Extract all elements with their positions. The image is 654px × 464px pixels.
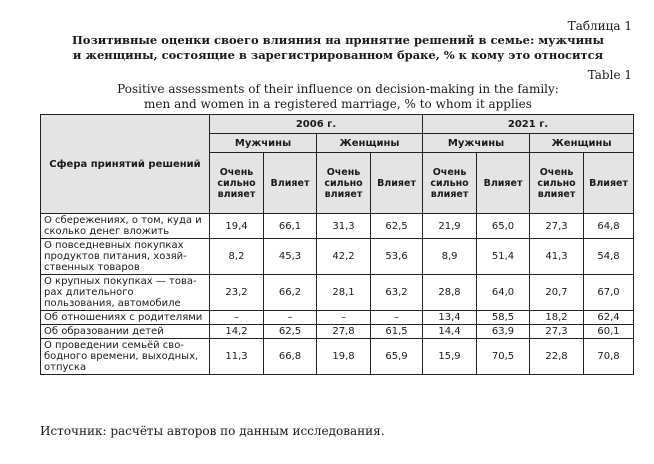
table-cell: 65,9	[371, 339, 423, 375]
title-en-line-2: men and women in a registered marriage, % to whom it applies	[144, 97, 532, 111]
table-cell: 8,2	[210, 239, 264, 275]
table-row	[41, 239, 634, 275]
table-cell: 51,4	[477, 239, 530, 275]
table-cell: 20,7	[530, 275, 584, 311]
table-row	[41, 325, 634, 339]
table-row	[41, 311, 634, 325]
table-title-ru	[36, 33, 640, 63]
table-cell: 62,4	[584, 311, 634, 325]
table-cell: –	[264, 311, 317, 325]
header-women-2006: Женщины	[317, 134, 423, 153]
table-cell: 27,3	[530, 325, 584, 339]
table-cell: 45,3	[264, 239, 317, 275]
table-cell: 41,3	[530, 239, 584, 275]
header-influences: Влияет	[584, 153, 634, 214]
table-label-en: Table 1	[587, 68, 632, 82]
header-very-strong: Очень сильно влияет	[210, 153, 264, 214]
table-cell: 13,4	[423, 311, 477, 325]
table-cell: 14,2	[210, 325, 264, 339]
table-row	[41, 275, 634, 311]
table-cell: –	[371, 311, 423, 325]
table-cell: –	[210, 311, 264, 325]
data-table	[40, 114, 634, 375]
header-influences: Влияет	[477, 153, 530, 214]
table-cell: 62,5	[371, 214, 423, 239]
table-cell: 15,9	[423, 339, 477, 375]
table-cell: 66,2	[264, 275, 317, 311]
table-cell: 42,2	[317, 239, 371, 275]
header-very-strong: Очень сильно влияет	[317, 153, 371, 214]
table-cell: 64,8	[584, 214, 634, 239]
row-label: О сбережениях, о том, куда и сколько денег вложить	[41, 214, 210, 239]
table-cell: 53,6	[371, 239, 423, 275]
row-label: Об образовании детей	[41, 325, 210, 339]
header-influences: Влияет	[371, 153, 423, 214]
table-title-en	[36, 82, 640, 112]
table-cell: 18,2	[530, 311, 584, 325]
title-en-line-1: Positive assessments of their influence on decision-making in the family:	[117, 82, 559, 96]
row-label: О крупных покупках — това-рах длительного пользования, автомобиле	[41, 275, 210, 311]
row-label: О повседневных покупках продуктов питания, хозяй-ственных товаров	[41, 239, 210, 275]
table-cell: 28,1	[317, 275, 371, 311]
title-ru-line-1: Позитивные оценки своего влияния на принятие решений в семье: мужчины	[71, 33, 605, 47]
table-cell: 14,4	[423, 325, 477, 339]
table-cell: 61,5	[371, 325, 423, 339]
table-cell: 27,3	[530, 214, 584, 239]
row-label: О проведении семьёй сво-бодного времени, выходных, отпуска	[41, 339, 210, 375]
header-influences: Влияет	[264, 153, 317, 214]
table-cell: 28,8	[423, 275, 477, 311]
header-year-2021: 2021 г.	[423, 115, 634, 134]
source-note: Источник: расчёты авторов по данным исследования.	[40, 424, 385, 438]
header-year-2006: 2006 г.	[210, 115, 423, 134]
table-cell: 62,5	[264, 325, 317, 339]
table-cell: 64,0	[477, 275, 530, 311]
table-cell: 19,8	[317, 339, 371, 375]
table-cell: 66,8	[264, 339, 317, 375]
table-cell: 67,0	[584, 275, 634, 311]
table-cell: 63,2	[371, 275, 423, 311]
table-cell: 27,8	[317, 325, 371, 339]
table-cell: 22,8	[530, 339, 584, 375]
table-cell: 19,4	[210, 214, 264, 239]
header-sphere: Сфера принятий решений	[41, 115, 210, 214]
table-cell: –	[317, 311, 371, 325]
table-label-ru: Таблица 1	[567, 19, 632, 33]
table-cell: 54,8	[584, 239, 634, 275]
table-cell: 31,3	[317, 214, 371, 239]
table-row	[41, 214, 634, 239]
title-ru-line-2: и женщины, состоящие в зарегистрированном браке, % к кому это относится	[72, 48, 604, 62]
table-cell: 63,9	[477, 325, 530, 339]
header-very-strong: Очень сильно влияет	[530, 153, 584, 214]
header-men-2006: Мужчины	[210, 134, 317, 153]
table-cell: 66,1	[264, 214, 317, 239]
table-cell: 11,3	[210, 339, 264, 375]
table-cell: 23,2	[210, 275, 264, 311]
table-cell: 70,5	[477, 339, 530, 375]
table-cell: 65,0	[477, 214, 530, 239]
table-cell: 21,9	[423, 214, 477, 239]
table-cell: 58,5	[477, 311, 530, 325]
row-label: Об отношениях с родителями	[41, 311, 210, 325]
header-men-2021: Мужчины	[423, 134, 530, 153]
table-cell: 70,8	[584, 339, 634, 375]
header-women-2021: Женщины	[530, 134, 634, 153]
table-cell: 8,9	[423, 239, 477, 275]
table-cell: 60,1	[584, 325, 634, 339]
header-very-strong: Очень сильно влияет	[423, 153, 477, 214]
table-row	[41, 339, 634, 375]
